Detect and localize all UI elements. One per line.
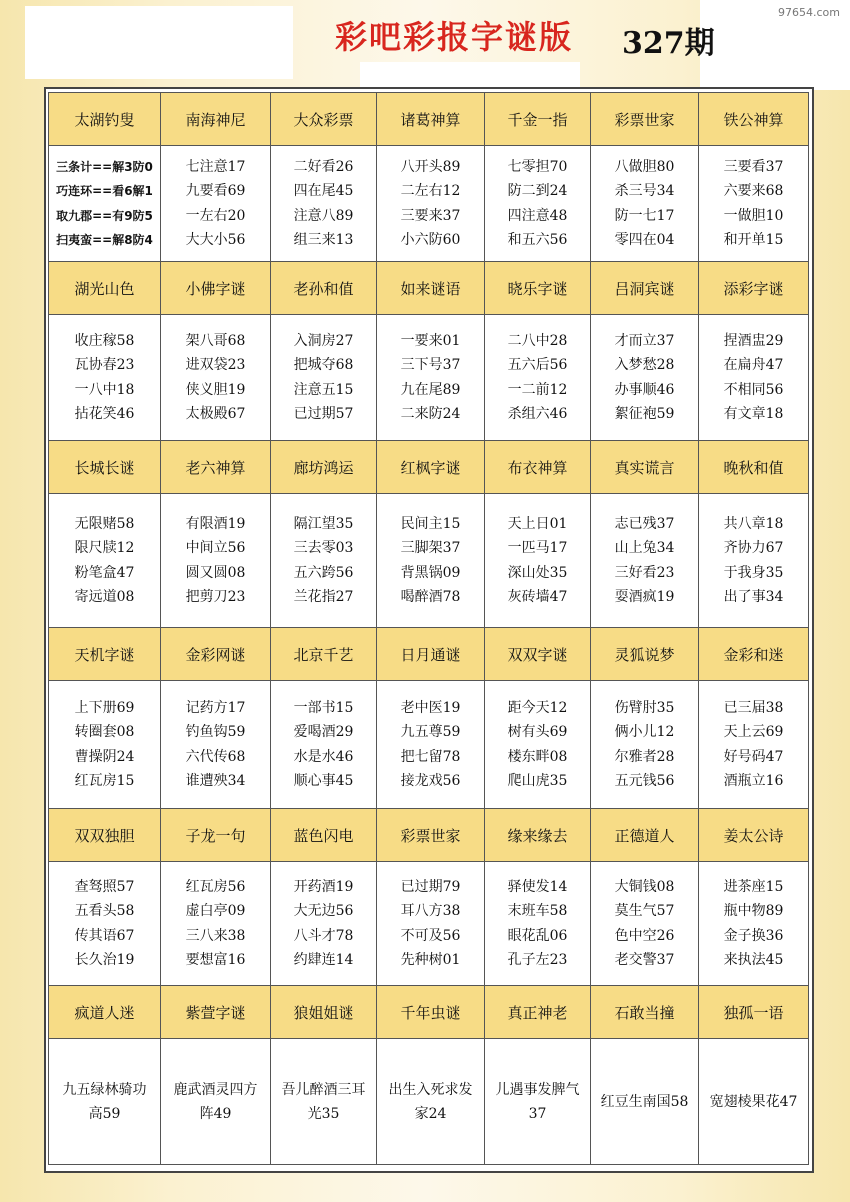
riddle-line: 注意五15 [293, 381, 354, 398]
riddle-line: 共八章18 [723, 515, 784, 532]
riddle-line: 大铜钱08 [614, 878, 675, 895]
riddle-line: 莫生气57 [614, 903, 675, 919]
column-header: 添彩字谜 [699, 262, 809, 315]
riddle-line: 三好看23 [614, 564, 675, 581]
riddle-cell [271, 681, 377, 809]
header-row [49, 986, 809, 1039]
riddle-cell [377, 494, 485, 628]
column-header: 诸葛神算 [377, 93, 485, 146]
riddle-cell [485, 1039, 591, 1165]
riddle-cell [161, 1039, 271, 1165]
riddle-line: 五元钱56 [614, 773, 675, 789]
riddle-line: 入洞房27 [293, 332, 354, 349]
riddle-line: 已过期79 [400, 878, 461, 895]
column-header: 吕洞宾谜 [591, 262, 699, 315]
riddle-line: 和开单15 [723, 232, 784, 248]
riddle-line: 树有头69 [507, 724, 568, 740]
riddle-line: 约肆连14 [293, 952, 354, 968]
riddle-line: 民间主15 [400, 515, 461, 532]
column-header: 太湖钓叟 [49, 93, 161, 146]
content-row [49, 146, 809, 262]
riddle-line: 一二前12 [507, 381, 568, 398]
riddle-line: 把七留78 [400, 748, 461, 765]
riddle-line: 八做胆80 [614, 158, 675, 175]
riddle-line: 收庄稼58 [74, 332, 135, 349]
riddle-line: 四在尾45 [293, 183, 354, 199]
riddle-line: 隔江望35 [293, 515, 354, 532]
column-header: 老孙和值 [271, 262, 377, 315]
riddle-line: 37 [528, 1105, 547, 1122]
header-row [49, 441, 809, 494]
riddle-line: 山上兔34 [614, 540, 675, 556]
riddle-line: 寄远道08 [74, 589, 135, 605]
riddle-line: 进茶座15 [723, 878, 784, 895]
column-header: 大众彩票 [271, 93, 377, 146]
riddle-line: 九要看69 [185, 183, 246, 199]
column-header: 真实谎言 [591, 441, 699, 494]
riddle-cell [699, 1039, 809, 1165]
riddle-cell [485, 315, 591, 441]
riddle-line: 爬山虎35 [507, 773, 568, 789]
riddle-line: 虚白亭09 [185, 903, 246, 919]
riddle-line: 防二到24 [507, 183, 568, 199]
riddle-line: 有限酒19 [185, 515, 246, 532]
column-header: 金彩和迷 [699, 628, 809, 681]
column-header: 金彩网谜 [161, 628, 271, 681]
riddle-line: 三要来37 [400, 207, 461, 224]
riddle-line: 兰花指27 [293, 589, 354, 605]
riddle-line: 来执法45 [723, 952, 784, 968]
riddle-line: 光35 [307, 1105, 340, 1122]
riddle-line: 记药方17 [185, 699, 246, 716]
riddle-cell [591, 681, 699, 809]
riddle-line: 天上云69 [723, 724, 784, 740]
riddle-line: 灰砖墙47 [507, 589, 568, 605]
riddle-line: 圆又圆08 [185, 564, 246, 581]
riddle-cell [591, 862, 699, 986]
column-header: 紫萱字谜 [161, 986, 271, 1039]
riddle-line: 四注意48 [507, 207, 568, 224]
riddle-line: 拈花笑46 [74, 406, 135, 422]
riddle-line: 把城夺68 [293, 357, 354, 373]
riddle-line: 六要来68 [723, 183, 784, 199]
riddle-line: 零四在04 [614, 232, 675, 248]
riddle-line: 大无边56 [293, 903, 354, 919]
column-header: 红枫字谜 [377, 441, 485, 494]
riddle-line: 把剪刀23 [185, 589, 246, 605]
riddle-line: 酒瓶立16 [723, 773, 784, 789]
column-header: 彩票世家 [591, 93, 699, 146]
column-header: 疯道人迷 [49, 986, 161, 1039]
riddle-line: 要想富16 [185, 952, 246, 968]
column-header: 千年虫谜 [377, 986, 485, 1039]
riddle-line: 架八哥68 [185, 332, 246, 349]
riddle-line: 大大小56 [185, 232, 246, 248]
riddle-line: 进双袋23 [185, 357, 246, 373]
riddle-line: 一做胆10 [723, 207, 784, 224]
column-header: 如来谜语 [377, 262, 485, 315]
riddle-line: 不可及56 [400, 927, 461, 944]
riddle-line: 限尺牍12 [74, 540, 135, 556]
riddle-cell [377, 1039, 485, 1165]
riddle-line: 好号码47 [723, 748, 784, 765]
riddle-line: 阵49 [199, 1105, 232, 1122]
header-row [49, 93, 809, 146]
riddle-line: 不相同56 [723, 381, 784, 398]
column-header: 铁公神算 [699, 93, 809, 146]
column-header: 天机字谜 [49, 628, 161, 681]
riddle-line: 九在尾89 [400, 381, 461, 398]
riddle-line: 驿使发14 [507, 878, 568, 895]
riddle-line: 色中空26 [614, 927, 675, 944]
riddle-line: 儿遇事发脾气 [495, 1081, 580, 1098]
riddle-line: 一匹马17 [507, 540, 568, 556]
column-header: 双双字谜 [485, 628, 591, 681]
riddle-line: 太极殿67 [185, 406, 246, 422]
riddle-line: 五六跨56 [293, 564, 354, 581]
content-row [49, 1039, 809, 1165]
header-row [49, 262, 809, 315]
column-header: 独孤一语 [699, 986, 809, 1039]
riddle-line: 八开头89 [400, 158, 461, 175]
riddle-line: 背黑锅09 [400, 564, 461, 581]
riddle-line: 一左右20 [185, 207, 246, 224]
riddle-line: 已三届38 [723, 699, 784, 716]
riddle-cell [699, 146, 809, 262]
riddle-line: 天上日01 [507, 515, 568, 532]
column-header: 真正神老 [485, 986, 591, 1039]
riddle-cell [699, 494, 809, 628]
column-header: 正德道人 [591, 809, 699, 862]
riddle-line: 已过期57 [293, 406, 354, 422]
riddle-line: 在扁舟47 [723, 357, 784, 373]
riddle-line: 深山处35 [507, 564, 568, 581]
content-row [49, 494, 809, 628]
riddle-line: 伤臂肘35 [614, 699, 675, 716]
riddle-cell [49, 862, 161, 986]
riddle-line: 有文章18 [723, 406, 784, 422]
riddle-line: 三脚架37 [400, 540, 461, 556]
riddle-line: 上下册69 [74, 699, 135, 716]
riddle-cell [591, 146, 699, 262]
riddle-cell [271, 315, 377, 441]
riddle-line: 中间立56 [185, 540, 246, 556]
riddle-line: 鹿武酒灵四方 [173, 1081, 258, 1098]
riddle-line: 七注意17 [185, 158, 246, 175]
riddle-line: 捏酒盅29 [723, 332, 784, 349]
riddle-line: 出了事34 [723, 589, 784, 605]
riddle-line: 齐协力67 [723, 540, 784, 556]
riddle-line: 传其语67 [74, 927, 135, 944]
riddle-line: 瓶中物89 [723, 903, 784, 919]
column-header: 彩票世家 [377, 809, 485, 862]
riddle-line: 耍酒疯19 [614, 589, 675, 605]
riddle-line: 长久治19 [74, 952, 135, 968]
riddle-line: 才而立37 [614, 332, 675, 349]
riddle-line: 喝醉酒78 [400, 589, 461, 605]
column-header: 千金一指 [485, 93, 591, 146]
riddle-line: 二左右12 [400, 183, 461, 199]
riddle-line: 三条计==解3防0 [56, 159, 153, 174]
riddle-cell [161, 862, 271, 986]
riddle-cell [271, 146, 377, 262]
riddle-table [48, 92, 809, 1165]
riddle-cell [591, 315, 699, 441]
riddle-line: 俩小儿12 [614, 724, 675, 740]
riddle-line: 扫夷蛮==解8防4 [56, 233, 153, 247]
riddle-line: 三下号37 [400, 357, 461, 373]
riddle-line: 一部书15 [293, 699, 354, 716]
riddle-cell [271, 494, 377, 628]
riddle-line: 六代传68 [185, 748, 246, 765]
riddle-line: 眼花乱06 [507, 927, 568, 944]
riddle-line: 先种树01 [400, 952, 461, 968]
riddle-line: 老中医19 [400, 699, 461, 716]
header-row [49, 628, 809, 681]
riddle-line: 宽翅棱果花47 [709, 1093, 798, 1110]
riddle-line: 距今天12 [507, 699, 568, 716]
riddle-line: 谁遭殃34 [185, 773, 246, 789]
riddle-line: 办事顺46 [614, 381, 675, 398]
column-header: 北京千艺 [271, 628, 377, 681]
riddle-line: 侠义胆19 [185, 381, 246, 398]
riddle-line: 爱喝酒29 [293, 724, 354, 740]
riddle-line: 二好看26 [293, 158, 354, 175]
riddle-line: 八斗才78 [293, 927, 354, 944]
riddle-line: 一要来01 [400, 332, 461, 349]
riddle-line: 三要看37 [723, 158, 784, 175]
riddle-cell [485, 146, 591, 262]
column-header: 子龙一句 [161, 809, 271, 862]
riddle-line: 红瓦房56 [185, 878, 246, 895]
riddle-line: 三去零03 [293, 540, 354, 556]
riddle-line: 小六防60 [400, 232, 461, 248]
riddle-cell [699, 862, 809, 986]
column-header: 双双独胆 [49, 809, 161, 862]
riddle-line: 家24 [414, 1105, 447, 1122]
riddle-line: 巧连环==看6解1 [56, 184, 153, 198]
riddle-line: 金子换36 [723, 927, 784, 944]
column-header: 湖光山色 [49, 262, 161, 315]
riddle-line: 三八来38 [185, 927, 246, 944]
column-header: 小佛字谜 [161, 262, 271, 315]
column-header: 灵狐说梦 [591, 628, 699, 681]
riddle-line: 瓦协春23 [74, 357, 135, 373]
riddle-line: 出生入死求发 [388, 1081, 473, 1098]
riddle-line: 二来防24 [400, 406, 461, 422]
riddle-line: 尔雅者28 [614, 748, 675, 765]
content-row [49, 315, 809, 441]
riddle-line: 末班车58 [507, 903, 568, 919]
riddle-line: 红瓦房15 [74, 773, 135, 789]
column-header: 廊坊鸿运 [271, 441, 377, 494]
riddle-line: 钓鱼钩59 [185, 724, 246, 740]
riddle-cell [161, 315, 271, 441]
riddle-line: 杀三号34 [614, 183, 675, 199]
riddle-line: 老交警37 [614, 952, 675, 968]
riddle-cell [271, 862, 377, 986]
riddle-cell [591, 1039, 699, 1165]
riddle-cell [49, 146, 161, 262]
riddle-cell [699, 315, 809, 441]
riddle-cell [161, 681, 271, 809]
riddle-cell [49, 315, 161, 441]
column-header: 缘来缘去 [485, 809, 591, 862]
column-header: 南海神尼 [161, 93, 271, 146]
riddle-line: 注意八89 [293, 207, 354, 224]
column-header: 晓乐字谜 [485, 262, 591, 315]
riddle-line: 无限赌58 [74, 515, 135, 532]
riddle-line: 曹操阴24 [74, 748, 135, 765]
issue-number: 327期 [622, 26, 715, 61]
riddle-line: 耳八方38 [400, 903, 461, 919]
blank-panel-left [25, 6, 293, 79]
riddle-line: 一八中18 [74, 381, 135, 398]
riddle-line: 水是水46 [293, 748, 354, 765]
riddle-line: 查驽照57 [74, 878, 135, 895]
column-header: 石敢当撞 [591, 986, 699, 1039]
column-header: 蓝色闪电 [271, 809, 377, 862]
riddle-cell [377, 681, 485, 809]
riddle-cell [377, 862, 485, 986]
riddle-cell [485, 494, 591, 628]
column-header: 布衣神算 [485, 441, 591, 494]
column-header: 长城长谜 [49, 441, 161, 494]
riddle-line: 吾儿醉酒三耳 [281, 1081, 366, 1098]
riddle-line: 志已残37 [614, 515, 675, 532]
column-header: 姜太公诗 [699, 809, 809, 862]
page-title: 彩吧彩报字谜版 [335, 18, 574, 56]
riddle-cell [485, 862, 591, 986]
content-row [49, 681, 809, 809]
riddle-line: 和五六56 [507, 232, 568, 248]
column-header: 日月通谜 [377, 628, 485, 681]
riddle-line: 絮征袍59 [614, 406, 675, 422]
site-watermark: 97654.com [778, 6, 840, 19]
riddle-cell [377, 146, 485, 262]
riddle-line: 孔子左23 [507, 952, 568, 968]
riddle-line: 二八中28 [507, 332, 568, 349]
riddle-line: 楼东畔08 [507, 748, 568, 765]
riddle-line: 取九郡==有9防5 [56, 208, 153, 223]
riddle-line: 于我身35 [723, 564, 784, 581]
riddle-line: 七零担70 [507, 158, 568, 175]
riddle-cell [161, 146, 271, 262]
riddle-line: 顺心事45 [293, 773, 354, 789]
riddle-cell [49, 1039, 161, 1165]
riddle-line: 红豆生南国58 [600, 1093, 689, 1110]
riddle-line: 开药酒19 [293, 878, 354, 895]
riddle-line: 组三来13 [293, 232, 354, 248]
riddle-line: 粉笔盒47 [74, 564, 135, 581]
header-row [49, 809, 809, 862]
riddle-line: 杀组六46 [507, 406, 568, 422]
riddle-line: 高59 [88, 1105, 121, 1122]
riddle-cell [699, 681, 809, 809]
riddle-line: 入梦愁28 [614, 357, 675, 373]
riddle-cell [49, 681, 161, 809]
riddle-line: 九五尊59 [400, 724, 461, 740]
column-header: 老六神算 [161, 441, 271, 494]
riddle-line: 防一七17 [614, 207, 675, 224]
riddle-cell [271, 1039, 377, 1165]
riddle-line: 五六后56 [507, 357, 568, 373]
riddle-cell [49, 494, 161, 628]
riddle-cell [591, 494, 699, 628]
riddle-line: 转圈套08 [74, 724, 135, 740]
riddle-cell [161, 494, 271, 628]
column-header: 晚秋和值 [699, 441, 809, 494]
riddle-cell [377, 315, 485, 441]
riddle-cell [485, 681, 591, 809]
riddle-line: 接龙戏56 [400, 773, 461, 789]
content-row [49, 862, 809, 986]
riddle-line: 九五绿林骑功 [62, 1081, 147, 1098]
riddle-line: 五看头58 [74, 903, 135, 919]
column-header: 狼姐姐谜 [271, 986, 377, 1039]
